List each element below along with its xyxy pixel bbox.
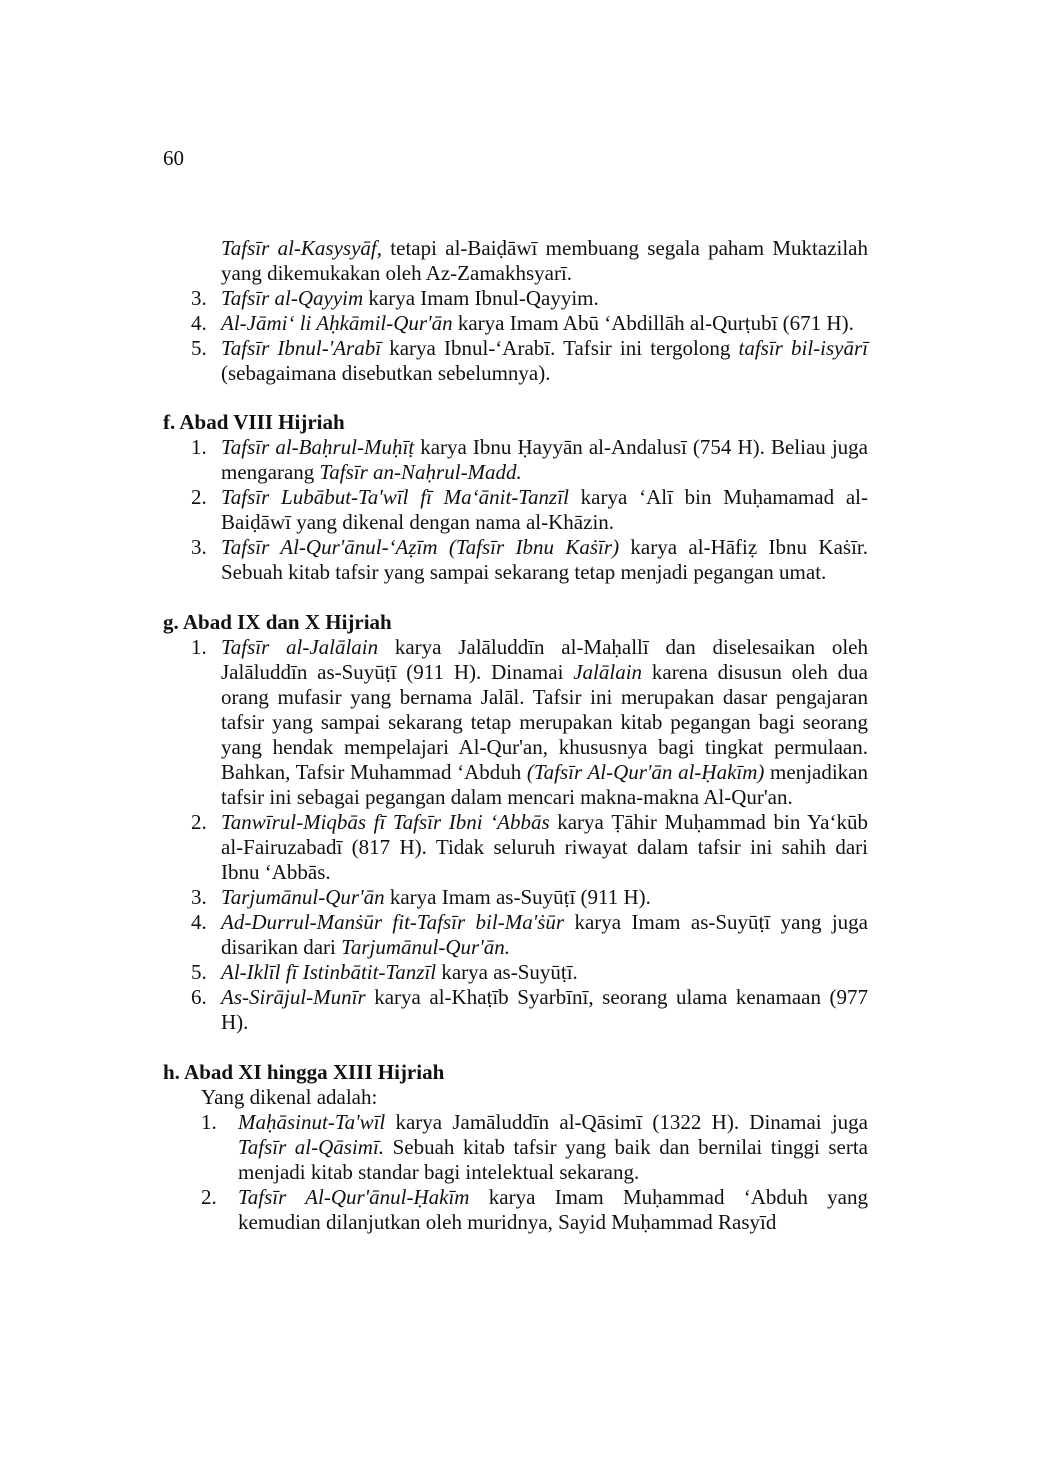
book-title: Tarjumānul-Qur'ān: [221, 885, 385, 909]
item-number: 2.: [191, 485, 207, 509]
book-title: Tafsīr al-Jalālain: [221, 635, 379, 659]
item-number: 3.: [191, 286, 207, 310]
item-number: 3.: [191, 535, 207, 559]
text: karya ‘Alī bin Muḥamamad al-Baiḍāwī yang dikenal dengan nama al-Khāzin.: [221, 485, 868, 534]
list-item: [163, 960, 868, 985]
list-item: [163, 1185, 868, 1235]
book-title: Tafsīr al-Baḥrul-Muḥīṭ: [221, 435, 415, 459]
book-title: Tafsīr Al-Qur'ānul-Ḥakīm: [238, 1185, 470, 1209]
book-title: Ad-Durrul-Manṡūr fit-Tafsīr bil-Ma'ṡūr: [221, 910, 565, 934]
item-number: 5.: [191, 336, 207, 360]
item-number: 1.: [191, 435, 207, 459]
list-item: [163, 286, 868, 311]
list-item: [163, 910, 868, 960]
text: menjadikan tafsir ini sebagai pegangan dalam mencari makna-makna Al-Qur'an.: [221, 760, 869, 809]
text: karya Imam Ibnul-Qayyim.: [363, 286, 599, 310]
book-title: Tafsīr Al-Qur'ānul-‘Aẓīm (Tafsīr Ibnu Kaṡīr): [221, 535, 620, 559]
term: Jalālain: [573, 660, 643, 684]
item-number: 2.: [201, 1185, 217, 1209]
text: karya Jamāluddīn al-Qāsimī (1322 H). Dinamai juga: [385, 1110, 868, 1134]
list-item: [163, 985, 868, 1035]
section-heading: [163, 1060, 868, 1085]
text: karya al-Hāfiẓ Ibnu Kaṡīr. Sebuah kitab tafsir yang sampai sekarang tetap menjadi pegangan umat.: [221, 535, 868, 584]
list-item: [163, 1110, 868, 1185]
term: tafsīr bil-isyārī: [738, 336, 868, 360]
section-label: h.: [163, 1060, 180, 1084]
item-number: 4.: [191, 311, 207, 335]
section-title: Abad IX dan X Hijriah: [182, 610, 392, 634]
item-number: 6.: [191, 985, 207, 1009]
page-body: [163, 236, 868, 1235]
item-number: 1.: [191, 635, 207, 659]
text: karya Imam as-Suyūṭī yang juga disarikan dari: [221, 910, 868, 959]
list-item: [163, 810, 868, 885]
book-title: Tafsīr al-Qāsimī.: [238, 1135, 385, 1159]
book-title: Tafsīr al-Kasysyāf,: [221, 236, 382, 260]
list-item: [163, 535, 868, 585]
list-item: [163, 485, 868, 535]
book-title: Maḥāsinut-Ta'wīl: [238, 1110, 386, 1134]
book-title: As-Sirājul-Munīr: [221, 985, 366, 1009]
text: karya Ṭāhir Muḥammad bin Ya‘kūb al-Fairuzabadī (817 H). Tidak seluruh riwayat dalam tafsir ini sahih dari Ibnu ‘Abbās.: [221, 810, 868, 884]
book-title: Tafsīr al-Qayyim: [221, 286, 364, 310]
text: karya Imam Muḥammad ‘Abduh yang kemudian dilanjutkan oleh muridnya, Sayid Muḥammad Rasyīd: [238, 1185, 868, 1234]
item-number: 3.: [191, 885, 207, 909]
section-title: Abad VIII Hijriah: [179, 410, 345, 434]
book-title: Al-Iklīl fī Istinbātit-Tanzīl: [221, 960, 437, 984]
text: karya al-Khaṭīb Syarbīnī, seorang ulama kenamaan (977 H).: [221, 985, 868, 1034]
text: karya Imam as-Suyūṭī (911 H).: [384, 885, 651, 909]
text: karya Ibnul-‘Arabī. Tafsir ini tergolong: [381, 336, 739, 360]
continuation-paragraph: [163, 236, 868, 286]
text: karya Ibnu Ḥayyān al-Andalusī (754 H). Beliau juga mengarang: [221, 435, 868, 484]
section-heading: [163, 410, 868, 435]
list-item: [163, 311, 868, 336]
text: karena disusun oleh dua orang mufasir yang bernama Jalāl. Tafsir ini merupakan dasar pengajaran tafsir yang sampai sekarang tetap merupakan kitab pegangan bagi seorang yang hendak mempelajari Al-Qur'an, khususnya bagi tingkat permulaan. Bahkan, Tafsir Muhammad ‘Abduh: [221, 660, 868, 784]
page-number: 60: [163, 146, 184, 170]
text: karya Imam Abū ‘Abdillāh al-Qurṭubī (671 H).: [452, 311, 854, 335]
text: (sebagaimana disebutkan sebelumnya).: [221, 361, 551, 385]
book-title: Al-Jāmi‘ li Aḥkāmil-Qur'ān: [221, 311, 453, 335]
text: Sebuah kitab tafsir yang baik dan bernilai tinggi serta menjadi kitab standar bagi intelektual sekarang.: [238, 1135, 868, 1184]
section-label: f.: [163, 410, 176, 434]
text: karya Jalāluddīn al-Maḥallī dan diselesaikan oleh Jalāluddīn as-Suyūṭī (911 H). Dinamai: [221, 635, 868, 684]
book-title: Tarjumānul-Qur'ān.: [341, 935, 510, 959]
book-title: Tanwīrul-Miqbās fī Tafsīr Ibni ‘Abbās: [221, 810, 550, 834]
section-label: g.: [163, 610, 179, 634]
book-title: Tafsīr an-Naḥrul-Madd.: [319, 460, 522, 484]
section-intro: Yang dikenal adalah:: [201, 1085, 378, 1109]
item-number: 4.: [191, 910, 207, 934]
text: tetapi al-Baiḍāwī membuang segala paham Muktazilah yang dikemukakan oleh Az-Zamakhsyarī.: [221, 236, 869, 285]
section-heading: [163, 610, 868, 635]
text: karya as-Suyūṭī.: [436, 960, 578, 984]
item-number: 2.: [191, 810, 207, 834]
list-item: [163, 336, 868, 386]
item-number: 5.: [191, 960, 207, 984]
book-title: Tafsīr Ibnul-'Arabī: [221, 336, 382, 360]
list-item: [163, 435, 868, 485]
item-number: 1.: [201, 1110, 217, 1134]
section-title: Abad XI hingga XIII Hijriah: [184, 1060, 445, 1084]
list-item: [163, 635, 868, 810]
book-title: Tafsīr Lubābut-Ta'wīl fī Ma‘ānit-Tanzīl: [221, 485, 569, 509]
list-item: [163, 885, 868, 910]
book-title: (Tafsīr Al-Qur'ān al-Ḥakīm): [526, 760, 765, 784]
